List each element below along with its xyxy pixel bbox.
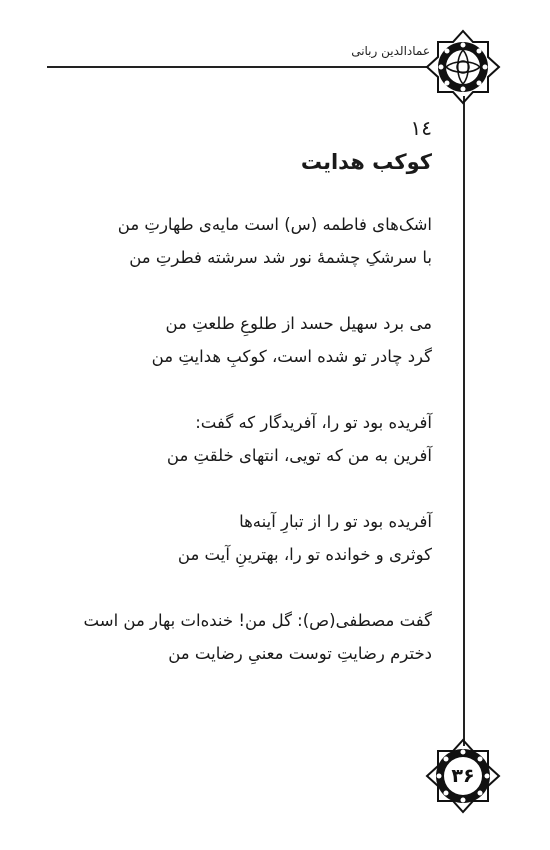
verse-line: آفریده بود تو را از تبارِ آینه‌ها	[239, 512, 432, 531]
header-rule	[47, 66, 427, 68]
poem-body	[83, 208, 432, 703]
stanza	[83, 604, 432, 670]
verse-line: با سرشکِ چشمهٔ نور شد سرشته فطرتِ من	[129, 248, 432, 267]
verse-line: آفرین به من که تویی، انتهای خلقتِ من	[166, 446, 432, 465]
stanza	[102, 406, 432, 472]
verse-line: گرد چادر تو شده است، کوکبِ هدایتِ من	[151, 347, 432, 366]
running-header-author: عمادالدین ربانی	[351, 44, 430, 58]
page-number: ۳۶	[451, 765, 475, 787]
verse-line: اشک‌های فاطمه (س) است مایه‌ی طهارتِ من	[117, 215, 432, 234]
verse-line: می برد سهیل حسد از طلوعِ طلعتِ من	[165, 314, 432, 333]
poem-title: کوکب هدایت	[300, 150, 432, 174]
star-rosette-icon	[424, 28, 502, 106]
stanza	[102, 505, 432, 571]
verse-line: کوثری و خوانده تو را، بهترینِ آیت من	[177, 545, 432, 564]
poem-number: ١٤	[410, 116, 432, 140]
verse-line: دخترم رضایتِ توست معنیِ رضایت من	[168, 644, 432, 663]
verse-line: آفریده بود تو را، آفریدگار که گفت:	[195, 413, 432, 432]
stanza	[102, 307, 432, 373]
margin-rule	[463, 96, 465, 746]
verse-line: گفت مصطفی(ص): گل من! خنده‌ات بهار من است	[83, 611, 432, 630]
stanza	[102, 208, 432, 274]
